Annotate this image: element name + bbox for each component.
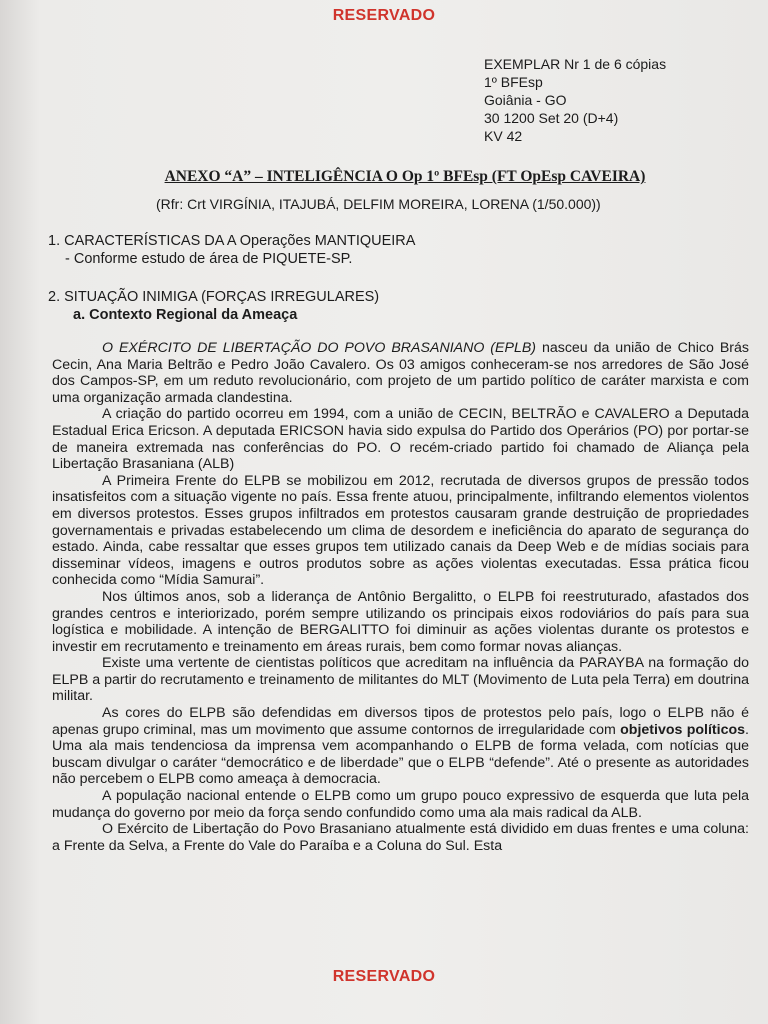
- paragraph-text: As cores do ELPB são defendidas em diversos tipos de protestos pelo país, logo o ELPB não é apenas grupo criminal, mas um movimento que assume contornos de irregularidade com: [52, 705, 749, 738]
- document-code: KV 42: [484, 128, 523, 144]
- copy-number: EXEMPLAR Nr 1 de 6 cópias: [484, 56, 667, 72]
- section-1-title: 1. CARACTERÍSTICAS DA A Operações MANTIQUEIRA: [48, 233, 416, 249]
- paragraph: Existe uma vertente de cientistas políticos que acreditam na influência da PARAYBA na formação do ELPB a partir do recrutamento e treinamento de militantes do MLT (Movimento de Luta pela Terra) em doutrina militar.: [52, 655, 749, 705]
- paragraph: [52, 705, 749, 788]
- annex-title: ANEXO “A” – INTELIGÊNCIA O Op 1º BFEsp (FT OpEsp CAVEIRA): [164, 168, 646, 185]
- paragraph: [52, 340, 749, 406]
- date-time-group: 30 1200 Set 20 (D+4): [484, 110, 619, 126]
- classification-stamp-top: RESERVADO: [332, 7, 436, 24]
- paragraph: A população nacional entende o ELPB como um grupo pouco expressivo de esquerda que luta pela mudança do governo por meio da força sendo confundido como uma ala mais radical da ALB.: [52, 788, 749, 821]
- paragraph: A Primeira Frente do ELPB se mobilizou em 2012, recrutada de diversos grupos de pressão todos insatisfeitos com a situação vigente no país. Essa frente atuou, principalmente, infiltrando elementos violentos em diversos protestos. Esses grupos infiltrados em protestos causaram grande destruição de propriedades governamentais e privadas estabelecendo um clima de desordem e ineficiência do aparato de segurança do estado. Ainda, cabe ressaltar que esses grupos tem utilizado canais da Deep Web e de mídias sociais para disseminar vídeos, imagens e outros produtos sobre as ações violentas executadas. Essa prática ficou conhecida como “Mídia Samurai”.: [52, 472, 749, 589]
- emphasis: objetivos políticos: [620, 721, 746, 738]
- section-1-subtitle: - Conforme estudo de área de PIQUETE-SP.: [65, 251, 353, 267]
- classification-stamp-bottom: RESERVADO: [332, 968, 436, 985]
- paragraph: O Exército de Libertação do Povo Brasaniano atualmente está dividido em duas frentes e uma coluna: a Frente da Selva, a Frente do Vale do Paraíba e a Coluna do Sul. Esta: [52, 821, 749, 854]
- unit-name: 1º BFEsp: [484, 74, 543, 90]
- paragraph: Nos últimos anos, sob a liderança de Antônio Bergalitto, o ELPB foi reestruturado, afastados dos grandes centros e interiorizado, porém sempre utilizando os principais eixos rodoviários do país para sua logística e mobilidade. A intenção de BERGALITTO foi diminuir as ações violentas durante os protestos e investir em recrutamento e treinamento em áreas rurais, bem como formar novas alianças.: [52, 588, 749, 655]
- section-1: [48, 232, 415, 268]
- section-2: [48, 288, 379, 324]
- paragraph-text: . Uma ala mais tendenciosa da imprensa vem acompanhando o ELPB de forma velada, com notícias que buscam divulgar o caráter “democrático e de liberdade” que o ELPB “defende”. Até o presente as autoridades não percebem o ELPB como ameaça à democracia.: [52, 721, 749, 788]
- body-text: [52, 340, 749, 854]
- paragraph-text: nasceu da união de Chico Brás Cecin, Ana Maria Beltrão e Pedro João Cavalero. Os 03 amigos conheceram-se nos arredores de São José dos Campos-SP, em um reduto revolucionário, com projeto de um partido político de caráter marxista e com uma organização armada clandestina.: [52, 340, 749, 406]
- section-2-subtitle: a. Contexto Regional da Ameaça: [73, 307, 298, 323]
- section-2-title: 2. SITUAÇÃO INIMIGA (FORÇAS IRREGULARES): [48, 289, 380, 305]
- paragraph: A criação do partido ocorreu em 1994, com a união de CECIN, BELTRÃO e CAVALERO a Deputada Estadual Erica Ericson. A deputada ERICSON havia sido expulsa do Partido dos Operários (PO) por portar-se de maneira extremada nas conferências do PO. O recém-criado partido foi chamado de Aliança pela Libertação Brasaniana (ALB): [52, 406, 749, 473]
- place: Goiânia - GO: [484, 92, 567, 108]
- map-reference: (Rfr: Crt VIRGÍNIA, ITAJUBÁ, DELFIM MOREIRA, LORENA (1/50.000)): [156, 196, 601, 212]
- organization-name: O EXÉRCITO DE LIBERTAÇÃO DO POVO BRASANIANO (EPLB): [102, 340, 537, 356]
- document-header: [484, 55, 666, 145]
